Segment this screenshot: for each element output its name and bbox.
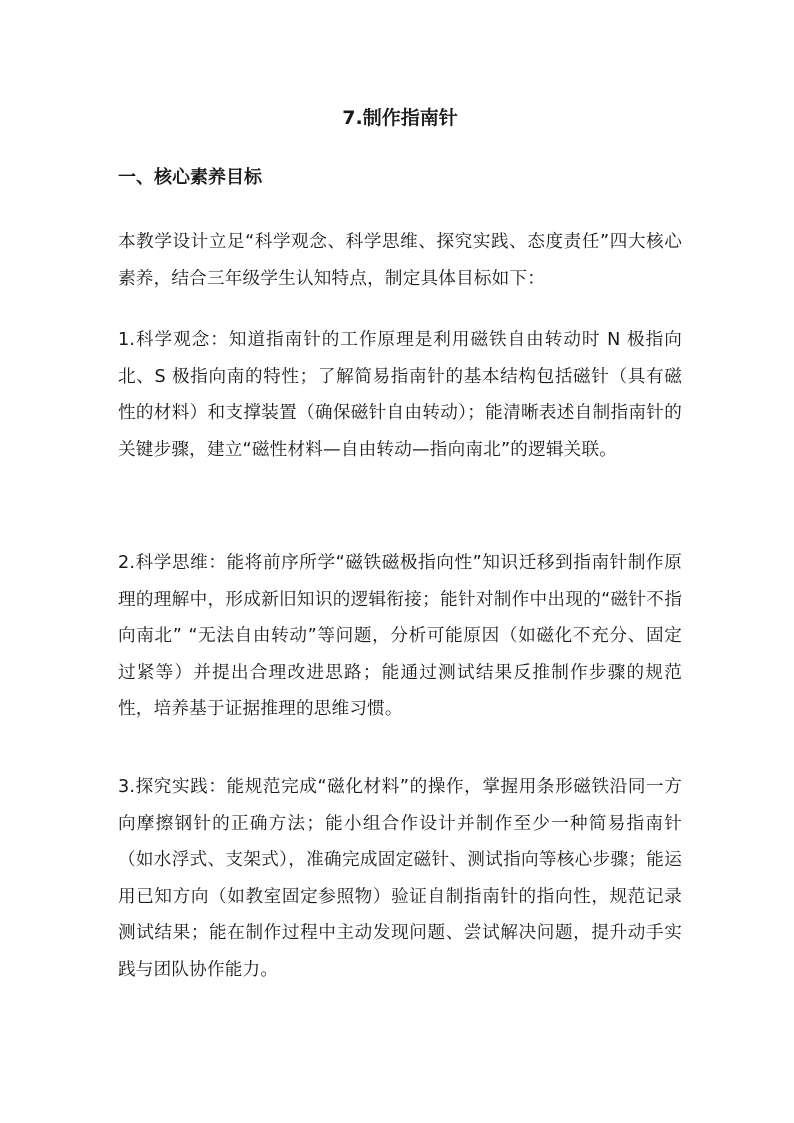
goal-paragraph-science-thinking: 2.科学思维：能将前序所学“磁铁磁极指向性”知识迁移到指南针制作原理的理解中，形成新旧知识的逻辑衔接；能针对制作中出现的“磁针不指向南北” “无法自由转动”等问题，分析可能原因（如磁化不充分、固定过紧等）并提出合理改进思路；能通过测试结果反推制作步骤的规范性，培养基于证据推理的思维习惯。	[118, 553, 682, 719]
goal-paragraph-science-concept: 1.科学观念：知道指南针的工作原理是利用磁铁自由转动时 N 极指向北、S 极指向南的特性；了解简易指南针的基本结构包括磁针（具有磁性的材料）和支撑装置（确保磁针自由转动）；能清晰表述自制指南针的关键步骤，建立“磁性材料—自由转动—指向南北”的逻辑关联。	[118, 330, 682, 460]
document-page	[118, 0, 682, 1123]
intro-paragraph: 本教学设计立足“科学观念、科学思维、探究实践、态度责任”四大核心素养，结合三年级学生认知特点，制定具体目标如下：	[118, 232, 682, 289]
document-title: 7.制作指南针	[342, 107, 458, 129]
goal-paragraph-inquiry-practice: 3.探究实践：能规范完成“磁化材料”的操作，掌握用条形磁铁沿同一方向摩擦钢针的正确方法；能小组合作设计并制作至少一种简易指南针（如水浮式、支架式），准确完成固定磁针、测试指向等核心步骤；能运用已知方向（如教室固定参照物）验证自制指南针的指向性，规范记录测试结果；能在制作过程中主动发现问题、尝试解决问题，提升动手实践与团队协作能力。	[118, 777, 682, 980]
section-heading: 一、核心素养目标	[118, 167, 262, 188]
